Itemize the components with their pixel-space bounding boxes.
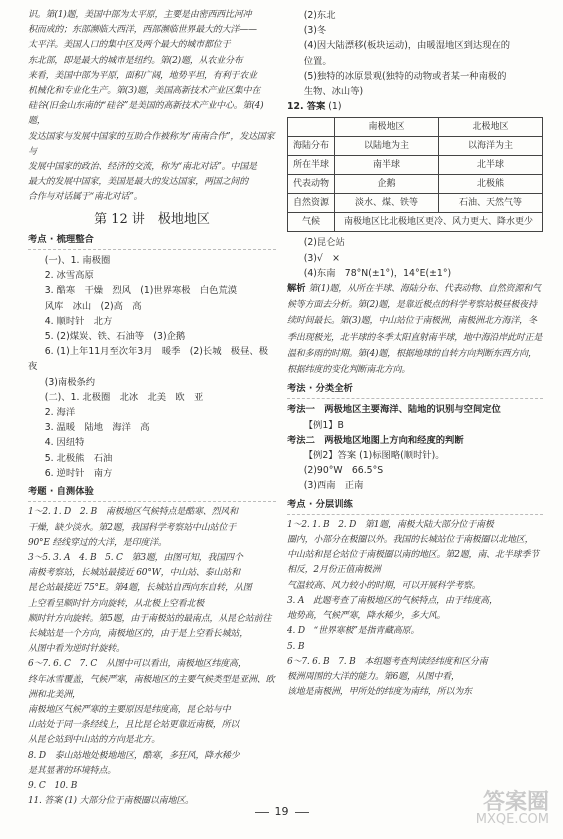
text-line: 3. A 此题考查了南极地区的气候特点，由于纬度高，	[287, 595, 498, 606]
method-2-title: 考法二 两极地区地图上方向和经度的判断	[287, 434, 464, 446]
table-cell: 北极熊	[438, 175, 542, 194]
table-cell: 淡水、煤、铁等	[335, 194, 439, 213]
section-title-selftest: 考题 · 自测体验	[28, 486, 94, 498]
question-12-label: 12. 答案 (1)	[287, 101, 342, 113]
row-header: 海陆分布	[288, 137, 335, 156]
text-line: 11. 答案 (1) 大部分位于南极圈以南地区。	[28, 796, 194, 807]
text-line: 3. 温暖 陆地 海洋 高	[44, 422, 150, 434]
section-title-methods: 考法 · 分类全析	[287, 383, 353, 395]
text-line: 硅谷(旧金山东南的“硅谷”是美国的高新技术产业中心。第(4)题，	[28, 101, 264, 127]
text-line: 合作与对话属于“南北对话”。	[28, 192, 143, 203]
text-line: (3)冬	[303, 25, 327, 37]
text-line: 顺时针方向旋转。第5题，由于南极站的最南点，从昆仑站前往	[28, 613, 272, 624]
text-line: 从图中看为逆时针旋转。	[28, 644, 125, 655]
text-line: 6. (1)上年11月至次年3月 暖季 (2)长城 极昼、极夜	[28, 346, 268, 373]
text-line: 从昆仑站到中山站的方向是北方。	[28, 735, 161, 746]
table-row	[288, 156, 543, 175]
section-title-review: 考点 · 梳理整合	[28, 233, 94, 245]
method-1-title: 考法一 两极地区主要海洋、陆地的识别与空间定位	[287, 404, 501, 416]
text-line: 该地是南极洲，甲所处的纬度为南纬，所以为东	[287, 687, 472, 698]
text-line: 昆仑站最接近 75°E。第4题，长城站自西向东自转，从图	[28, 583, 252, 594]
analysis-block	[287, 281, 543, 378]
text-line: 5. B	[287, 641, 305, 652]
text-line: 6～7. 6. C 7. C 从图中可以看出，南极地区纬度高，	[28, 659, 247, 670]
text-line: 是其显著的环境特点。	[28, 765, 117, 776]
text-line: 机械化和专业化生产。第(3)题，美国高新技术产业区集中在	[28, 86, 261, 97]
analysis-label: 解析	[287, 283, 306, 295]
text-line: (2)东北	[303, 10, 336, 21]
text-line: (2)90°W 66.5°S	[303, 465, 384, 477]
table-header-row	[288, 118, 543, 137]
text-line: 气温较高、风力较小的时期，可以开展科学考察。	[287, 580, 481, 591]
example-2-lines	[287, 463, 543, 493]
text-line: 90°E 经线穿过的大洋，是印度洋。	[28, 537, 167, 548]
section-divider	[287, 514, 543, 515]
text-line: 3～5. 3. A 4. B 5. C 第3题，由图可知，我国四个	[28, 552, 243, 563]
text-line: 山站处于同一条经线上，且比昆仑站更靠近南极，所以	[28, 720, 240, 731]
text-line: (2)昆仑站	[303, 237, 345, 249]
table-row	[288, 175, 543, 194]
text-line: 6. 逆时针 南方	[44, 467, 113, 479]
table-row	[288, 194, 543, 213]
footer-rule	[255, 812, 269, 813]
text-line: 6～7. 6. B 7. B 本组题考查判读经纬度和区分南	[287, 656, 488, 667]
text-line: 5. 北极熊 石油	[44, 452, 113, 464]
text-line: 中山站和昆仑站位于南极圈以南的地区。第2题，南、北半球季节相反，2月份正值南极洲	[287, 550, 539, 576]
table-header: 南极地区	[335, 118, 439, 137]
text-line: 积而成的；东部濒临大西洋，西部濒临世界最大的大洋——	[28, 25, 257, 36]
text-line: (4)因大陆漂移(板块运动)，由暖湿地区到达现在的	[303, 40, 511, 52]
text-line: 来看，美国中部为平原，面积广阔，地势平坦，有利于农业	[28, 70, 257, 81]
text-line: (3)√ ×	[303, 252, 340, 264]
section-divider	[287, 398, 543, 399]
text-line: 地势高，气候严寒，降水稀少，多大风。	[287, 611, 446, 622]
section-divider	[28, 501, 276, 502]
text-line: (3)南极条约	[44, 376, 96, 388]
table-row	[288, 213, 543, 232]
text-line: 发展中国家的政治、经济的交流，称为“南北对话”。中国是	[28, 162, 257, 173]
intro-paragraph	[28, 8, 276, 206]
continued-answers	[287, 8, 543, 99]
table-cell: 南极地区比北极地区更冷、风力更大、降水更少	[335, 213, 543, 232]
text-line: 9. C 10. B	[28, 780, 78, 791]
left-column	[28, 8, 276, 809]
text-line: 上空看呈顺时针方向旋转，从北极上空看北极	[28, 598, 205, 609]
row-header: 自然资源	[288, 194, 335, 213]
table-header	[288, 118, 335, 137]
training-answers	[287, 518, 543, 700]
example-1-answer: 【例1】B	[303, 419, 344, 431]
footer-rule	[295, 812, 309, 813]
analysis-text: 第(1)题，从所在半球、海陆分布、代表动物、自然资源和气候等方面去分析。第(2)题，是靠近极点的科学考察站极昼极夜持续时间最长。第(3)题，中山站位于南极洲，南极洲北方海洋，冬季出现极光，北半球的冬季太阳直射南半球，地中海沿岸此时正是温和多雨的时期。第(4)题，根据地球的自转方向判断东西方向，根据纬度的变化判断南北方向。	[287, 284, 543, 376]
row-header: 代表动物	[288, 175, 335, 194]
page-number: 19	[274, 805, 289, 818]
section-divider	[28, 249, 276, 250]
table-cell: 南半球	[335, 156, 439, 175]
text-line: 1～2. 1. B 2. D 第1题，南极大陆大部分位于南极	[287, 519, 494, 530]
table-cell: 北半球	[438, 156, 542, 175]
text-line: 生物、冰山等)	[303, 86, 364, 98]
text-line: 干燥，缺少淡水。第2题，我国科学考察站中山站位于	[28, 522, 236, 533]
text-line: 5. (2)煤炭、铁、石油等 (3)企鹅	[44, 331, 186, 343]
text-line: 4. 因纽特	[44, 437, 85, 449]
selftest-answers	[28, 505, 276, 809]
text-line: 8. D 泰山站地处极地地区，酷寒，多狂风，降水稀少	[28, 750, 240, 761]
text-line: 终年冰雪覆盖，气候严寒，南极地区的主要气候类型是亚洲、欧洲和北美洲，	[28, 674, 275, 700]
section-title-training: 考点 · 分层训练	[287, 498, 353, 510]
text-line: 4. 顺时针 北方	[44, 315, 113, 327]
table-cell: 以陆地为主	[335, 137, 439, 156]
chapter-title: 第 12 讲 极地地区	[94, 211, 210, 227]
text-line: 1～2. 1. D 2. B 南极地区气候特点是酷寒、烈风和	[28, 507, 238, 518]
review-answers	[28, 253, 276, 481]
table-row	[288, 137, 543, 156]
text-line: 太平洋。美国人口的集中区及两个最大的城市都位于	[28, 40, 231, 51]
watermark-url: MXQE.COM	[475, 812, 549, 827]
text-line: (一)、1. 南极圈	[44, 255, 111, 267]
text-line: 极洲周围的大洋的能力。第6题，从图中看，	[287, 671, 460, 682]
text-line: 2. 海洋	[44, 407, 76, 419]
text-line: 南极考察站，长城站最接近 60°W，中山站、泰山站和	[28, 568, 240, 579]
row-header: 气候	[288, 213, 335, 232]
text-line: 长城站是一个方向，南极地区的，由于是上空看长城站，	[28, 628, 249, 639]
example-2-answer: 【例2】答案 (1)标图略(顺时针)。	[303, 450, 445, 462]
text-line: 东北部，即是最大的城市是纽约。第(2)题，从农业分布	[28, 55, 243, 66]
table-cell: 以海洋为主	[438, 137, 542, 156]
watermark-logo: 答案圈	[482, 790, 549, 815]
text-line: 南极地区气候严寒的主要原因是纬度高，昆仑站与中	[28, 704, 231, 715]
text-line: 发达国家与发展中国家的互助合作被称为“南南合作”，发达国家与	[28, 131, 275, 157]
text-line: 3. 酷寒 干燥 烈风 (1)世界寒极 白色荒漠	[44, 285, 238, 297]
text-line: 圈内，小部分在极圈以外。我国的长城站位于南极圈以北地区，	[287, 535, 534, 546]
text-line: 风库 冰山 (2)高 高	[44, 300, 142, 312]
text-line: 最大的发展中国家，美国是最大的发达国家，两国之间的	[28, 177, 249, 188]
text-line: (4)东南 78°N(±1°)，14°E(±1°)	[303, 267, 452, 279]
comparison-table	[287, 117, 543, 232]
text-line: (5)独特的冰原景观(独特的动物或者某一种南极的	[303, 70, 507, 82]
row-header: 所在半球	[288, 156, 335, 175]
table-cell: 石油、天然气等	[438, 194, 542, 213]
table-header: 北极地区	[438, 118, 542, 137]
table-cell: 企鹅	[335, 175, 439, 194]
text-line: 识。第(1)题，美国中部为太平原，主要是由密西西比河冲	[28, 10, 252, 20]
text-line: 4. D “世界寒极”是指青藏高原。	[287, 626, 420, 637]
right-column	[287, 8, 543, 700]
question-12-answers	[287, 235, 543, 281]
text-line: (3)西南 正南	[303, 480, 364, 492]
text-line: 位置。	[303, 55, 332, 67]
text-line: (二)、1. 北极圈 北冰 北美 欧 亚	[44, 391, 204, 403]
text-line: 2. 冰雪高原	[44, 270, 94, 282]
